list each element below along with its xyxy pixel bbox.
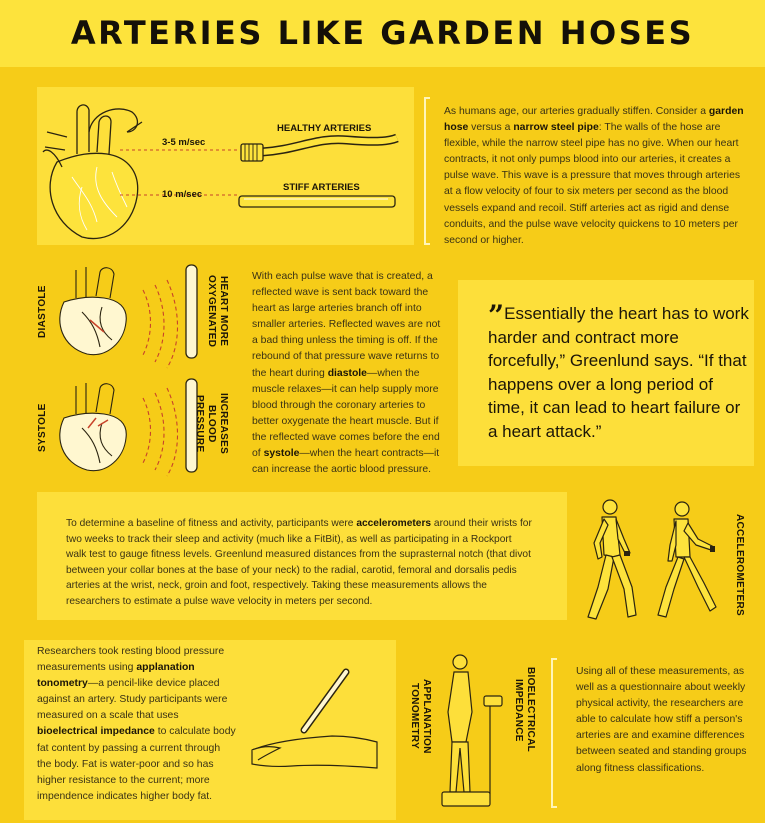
pulse-waves	[135, 280, 185, 480]
blood-pressure-text: Researchers took resting blood pressure measurements using applanation tonometry—a pencil-like device placed against an artery. Study participants were measured on a scale that uses bioelectrical impedance to calculate body fat content by passing a current through the body. Fat is water-poor and so has higher resistance to the current; more impendence indicates higher body fat.	[37, 646, 236, 802]
tonometry-hand-illustration	[252, 668, 377, 773]
stiff-speed: 10 m/sec	[162, 189, 203, 200]
quote-text: Essentially the heart has to work harder and contract more forcefully,” Greenlund says. “If that happens over a long period of time, it can lead to heart failure or a heart attack.”	[488, 304, 749, 441]
healthy-arteries-label: HEALTHY ARTERIES	[277, 123, 372, 134]
pull-quote	[488, 299, 750, 443]
diastole-label: DIASTOLE	[37, 285, 48, 339]
intro-text: As humans age, our arteries gradually stiffen. Consider a garden hose versus a narrow steel pipe: The walls of the hose are flexible, while the narrow steel pipe has no give. When our heart contracts, it not only pumps blood into our arteries, it creates a pulse wave. This wave is a pressure that moves through arteries at a flow velocity of four to six meters per second as the blood vessels expand and recoil. Stiff arteries act as rigid and dense conduits, and the pulse wave velocity quickens to 10 meters per second or higher.	[444, 106, 744, 246]
tonometry-label: APPLANATION TONOMETRY	[409, 678, 432, 754]
impedance-scale-illustration	[438, 652, 508, 814]
systole-label: SYSTOLE	[37, 403, 48, 452]
page-title: ARTERIES LIKE GARDEN HOSES	[70, 14, 695, 52]
impedance-label: BIOELECTRICAL IMPEDANCE	[513, 667, 536, 753]
summary-bracket	[551, 658, 557, 808]
diastole-effect-label: HEART MORE OXYGENATED	[206, 274, 229, 348]
artery-tube-top	[185, 264, 199, 360]
accelerometer-text: To determine a baseline of fitness and activity, participants were accelerometers around their wrists for two weeks to track their sleep and activity (much like a FitBit), as well as participating in a Rockport walk test to gauge fitness levels. Greenlund measured distances from the suprasternal notch (that divot between your collar bones at the base of your neck) to the radial, carotid, femoral and dorsalis pedis arteries at the wrist, neck, groin and foot, respectively. Taking these measurements allows the researchers to estimate a pulse wave velocity in meters per second.	[66, 518, 532, 607]
summary-text: Using all of these measurements, as well as a questionnaire about weekly physical activity, the researchers are able to calculate how stiff a person's arteries are and examine differences between seated and standing groups along fitness classifications.	[576, 666, 747, 774]
systole-heart-illustration	[52, 378, 132, 478]
diastole-heart-illustration	[52, 262, 132, 362]
steel-pipe-icon	[238, 195, 398, 209]
healthy-speed: 3-5 m/sec	[162, 137, 206, 148]
quote-mark: ”	[488, 299, 505, 332]
walking-figures-illustration	[580, 495, 725, 625]
reflected-wave-text: With each pulse wave that is created, a reflected wave is sent back toward the heart as large arteries branch off into smaller arteries. Reflected waves are not a bad thing unless the timing is off. If the rebound of that pressure wave returns to the heart during diastole—when the muscle relaxes—it can help supply more blood through the coronary arteries to better oxygenate the heart muscle. But if the reflected wave comes before the end of systole—when the heart contracts—it can increase the aortic blood pressure.	[252, 271, 441, 476]
accelerometers-label: ACCELEROMETERS	[734, 514, 745, 616]
garden-hose-icon	[237, 132, 402, 172]
stiff-arteries-label: STIFF ARTERIES	[283, 182, 360, 193]
systole-effect-label: INCREASES BLOOD PRESSURE	[194, 393, 229, 455]
intro-bracket	[424, 97, 430, 245]
